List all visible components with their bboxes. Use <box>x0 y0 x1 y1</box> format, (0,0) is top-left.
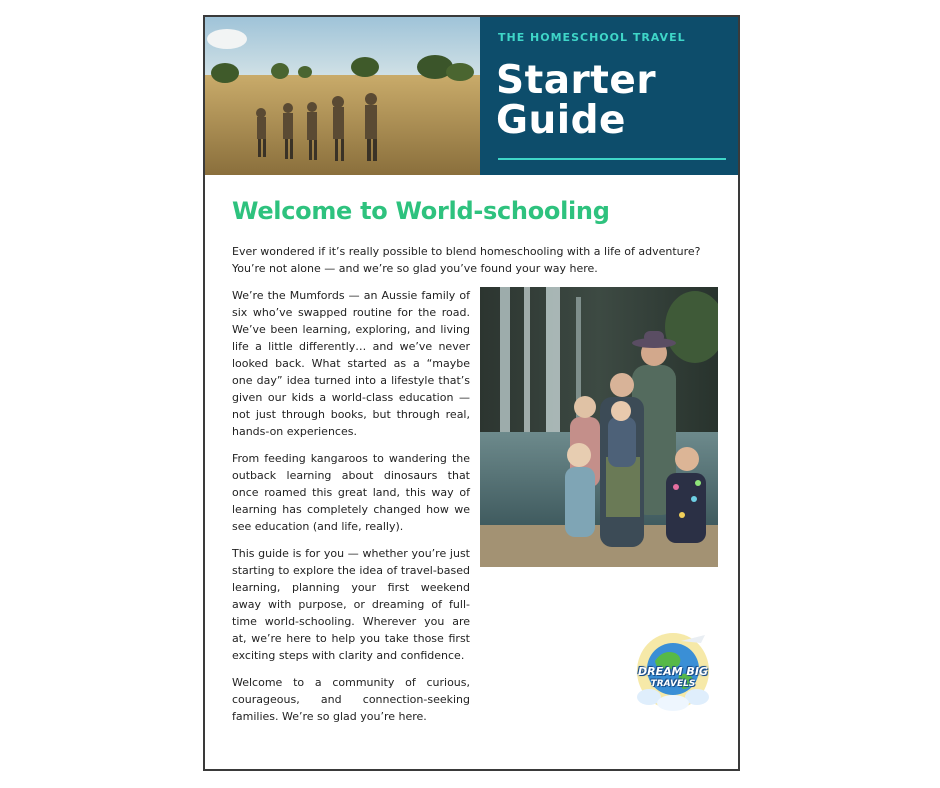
title-line-2: Guide <box>496 98 627 143</box>
page-headline: Welcome to World-schooling <box>232 197 610 225</box>
intro-paragraph: Ever wondered if it’s really possible to blend homeschooling with a life of adventure? You’re not alone — and we’re so glad you’ve found your way here. <box>232 245 701 275</box>
body-paragraph: Welcome to a community of curious, courageous, and connection-seeking families. We’re so glad you’re here. <box>232 676 470 723</box>
dream-big-travels-logo <box>635 631 711 713</box>
guide-page <box>203 15 740 771</box>
title-line-1: Starter <box>496 58 657 103</box>
hero-photo-children-walking <box>205 17 480 175</box>
body-paragraph: We’re the Mumfords — an Aussie family of six who’ve swapped routine for the road. We’ve been learning, exploring, and living life a little differently… and we’ve never looked back. What started as a “maybe one day” idea turned into a lifestyle that’s given our kids a world-class education — not just through books, but through real, hands-on experiences. <box>232 289 470 438</box>
family-photo-waterfall <box>480 287 718 567</box>
body-paragraph: From feeding kangaroos to wandering the outback learning about dinosaurs that once roamed this great land, this way of learning has completely changed how we see education (and life, really). <box>232 452 470 533</box>
title-underline <box>498 158 726 160</box>
logo-text-line-2: TRAVELS <box>650 679 696 689</box>
eyebrow-text: THE HOMESCHOOL TRAVEL <box>498 31 686 44</box>
body-column <box>232 287 470 735</box>
body-paragraph: This guide is for you — whether you’re just starting to explore the idea of travel-based learning, planning your first weekend away with purpose, or dreaming of full-time world-schooling. Wherever you are at, we’re here to help you take those first exciting steps with clarity and confidence. <box>232 547 470 662</box>
logo-text-line-1: DREAM BIG <box>638 665 708 678</box>
title-panel <box>480 17 740 175</box>
